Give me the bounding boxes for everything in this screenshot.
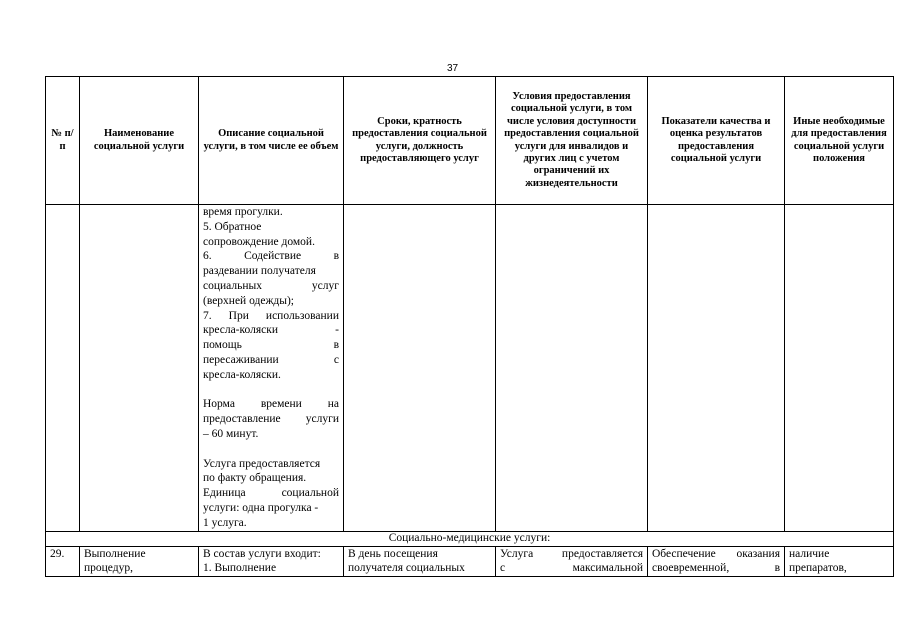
header-description: Описание социальной услуги, в том числе ее объем — [199, 77, 344, 205]
service-terms: В день посещения получателя социальных — [344, 546, 496, 577]
text-line: 7. При использовании — [203, 309, 339, 322]
row-number: 29. — [46, 546, 80, 577]
cell-empty — [46, 205, 80, 532]
description-continuation — [199, 205, 344, 532]
text-line: кресла-коляски - — [203, 324, 339, 337]
table-row — [46, 205, 894, 532]
text-line: социальных услуг — [203, 279, 339, 292]
text-line: – 60 минут. — [203, 427, 259, 440]
service-description: В состав услуги входит: 1. Выполнение — [199, 546, 344, 577]
page-number: 37 — [446, 63, 459, 74]
text-line: по факту обращения. — [203, 472, 307, 485]
text-line: сопровождение домой. — [203, 235, 315, 248]
text-line: Норма времени на — [203, 398, 339, 411]
blank-line — [203, 442, 339, 457]
text-line: 5. Обратное — [203, 220, 262, 233]
text-line: (верхней одежды); — [203, 294, 295, 307]
header-quality: Показатели качества и оценка результатов предоставления социальной услуги — [648, 77, 785, 205]
blank-line — [203, 383, 339, 398]
header-row — [46, 77, 894, 205]
text-line: Услуга предоставляется — [203, 457, 321, 470]
cell-empty — [80, 205, 199, 532]
text-line: 1 услуга. — [203, 516, 247, 529]
table-row-29 — [46, 546, 894, 577]
cell-empty — [648, 205, 785, 532]
header-service-name: Наименование социальной услуги — [80, 77, 199, 205]
text-line: раздевании получателя — [203, 265, 316, 278]
service-quality: Обеспечение оказания своевременной, в — [648, 546, 785, 577]
service-name: Выполнение процедур, — [80, 546, 199, 577]
section-row — [46, 531, 894, 546]
text-line: пересаживании с — [203, 353, 339, 366]
text-line: помощь в — [203, 339, 339, 352]
cell-empty — [344, 205, 496, 532]
header-conditions: Условия предоставления социальной услуги, в том числе условия доступности предоставления социальной услуги для инвалидов и других лиц с учетом ограничений их жизнедеятельности — [496, 77, 648, 205]
text-line: 6. Содействие в — [203, 250, 339, 263]
text-line: Единица социальной — [203, 487, 339, 500]
cell-empty — [785, 205, 894, 532]
section-title: Социально-медицинские услуги: — [46, 531, 894, 546]
header-other: Иные необходимые для предоставления социальной услуги положения — [785, 77, 894, 205]
text-line: услуги: одна прогулка - — [203, 501, 319, 514]
text-line: кресла-коляски. — [203, 368, 281, 381]
header-number: № п/п — [46, 77, 80, 205]
service-other: наличие препаратов, — [785, 546, 894, 577]
header-terms: Сроки, кратность предоставления социальной услуги, должность предоставляющего услуг — [344, 77, 496, 205]
text-line: предоставление услуги — [203, 413, 339, 426]
cell-empty — [496, 205, 648, 532]
service-conditions: Услуга предоставляется с максимальной — [496, 546, 648, 577]
text-line: время прогулки. — [203, 206, 283, 218]
services-table — [45, 76, 894, 577]
